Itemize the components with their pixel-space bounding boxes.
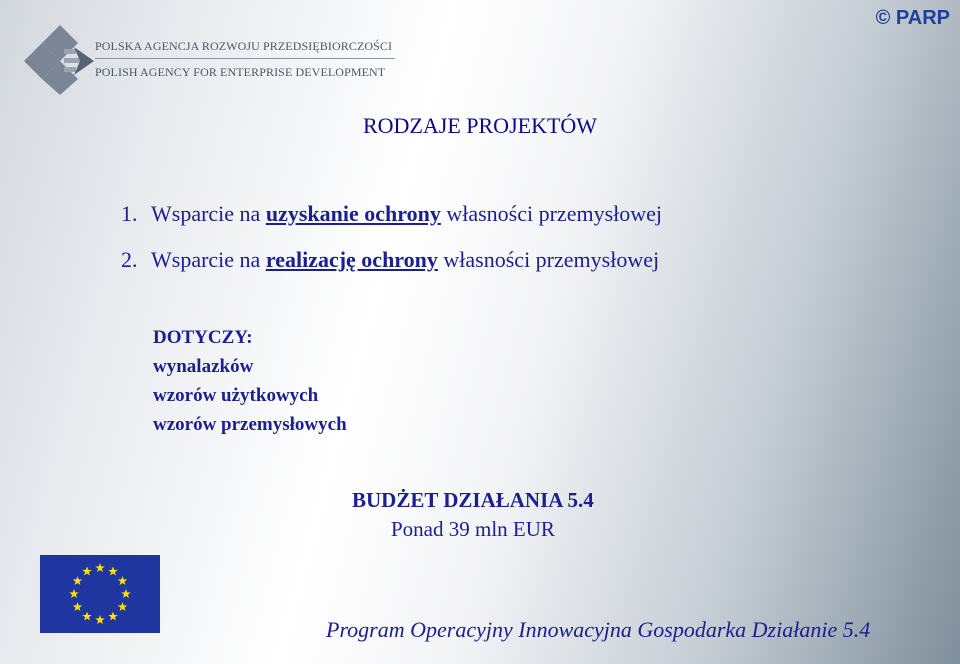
budget-value: Ponad 39 mln EUR (391, 517, 555, 541)
item-text-after: własności przemysłowej (437, 247, 660, 272)
concerns-line: wzorów użytkowych (153, 385, 319, 406)
item-text-before: Wsparcie na (151, 247, 266, 272)
item-number: 2. (121, 247, 138, 272)
concerns-line: wzorów przemysłowych (153, 414, 347, 435)
project-types-list (121, 199, 662, 291)
item-text-after: własności przemysłowej (440, 201, 663, 226)
item-text-before: Wsparcie na (151, 201, 266, 226)
program-footer: Program Operacyjny Innowacyjna Gospodarka Działanie 5.4 (326, 617, 871, 642)
logo-line-polish: POLSKA AGENCJA ROZWOJU PRZEDSIĘBIORCZOŚCI (95, 39, 393, 53)
budget-block (352, 486, 594, 544)
logo-divider (95, 58, 395, 59)
logo-text (95, 40, 392, 79)
project-type-item-1 (121, 199, 662, 245)
parp-logo-icon (24, 25, 96, 95)
copyright-label: © PARP (875, 7, 950, 29)
item-emphasis: uzyskanie ochrony (265, 201, 441, 226)
budget-title: BUDŻET DZIAŁANIA 5.4 (352, 488, 594, 512)
concerns-line: wynalazków (153, 356, 254, 377)
project-type-item-2 (121, 245, 662, 291)
item-number: 1. (121, 201, 138, 226)
eu-flag-icon (40, 555, 160, 633)
item-emphasis: realizację ochrony (265, 247, 438, 272)
concerns-block (153, 323, 347, 439)
logo-line-english: POLISH AGENCY FOR ENTERPRISE DEVELOPMENT (95, 65, 386, 79)
slide-title: RODZAJE PROJEKTÓW (363, 113, 598, 138)
concerns-heading: DOTYCZY: (153, 327, 253, 348)
